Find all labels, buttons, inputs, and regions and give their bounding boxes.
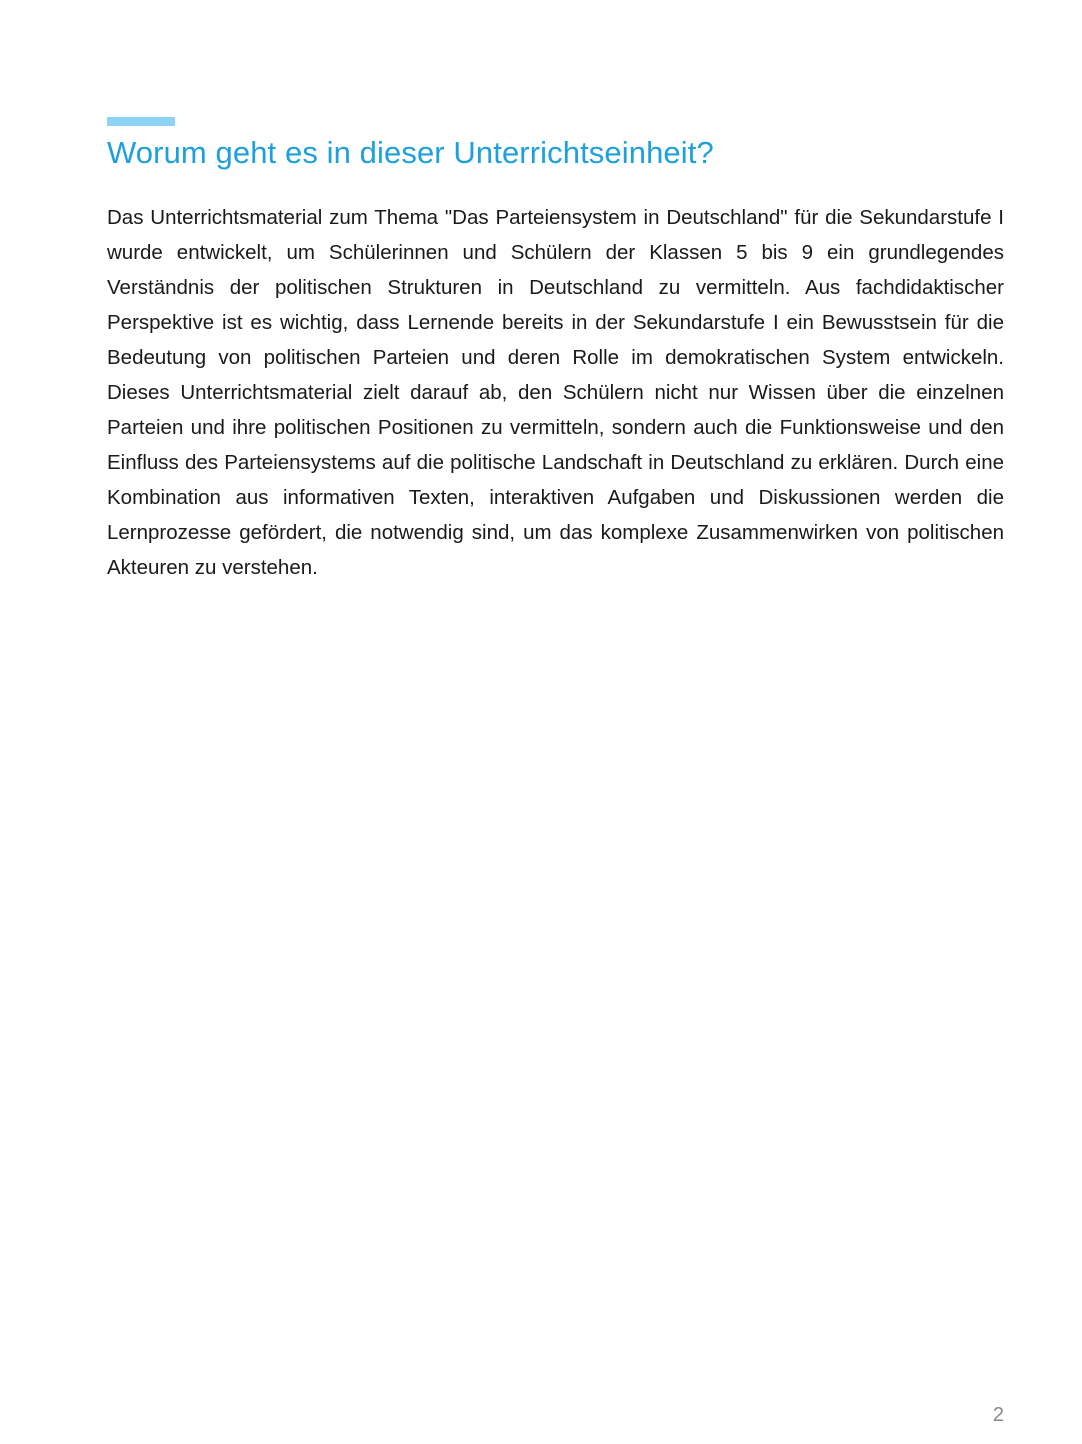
body-paragraph: Das Unterrichtsmaterial zum Thema "Das Parteiensystem in Deutschland" für die Sekundarstufe I wurde entwickelt, um Schülerinnen und Schülern der Klassen 5 bis 9 ein grundlegendes Verständnis der politischen Strukturen in Deutschland zu vermitteln. Aus fachdidaktischer Perspektive ist es wichtig, dass Lernende bereits in der Sekundarstufe I ein Bewusstsein für die Bedeutung von politischen Parteien und deren Rolle im demokratischen System entwickeln. Dieses Unterrichtsmaterial zielt darauf ab, den Schülern nicht nur Wissen über die einzelnen Parteien und ihre politischen Positionen zu vermitteln, sondern auch die Funktionsweise und den Einfluss des Parteiensystems auf die politische Landschaft in Deutschland zu erklären. Durch eine Kombination aus informativen Texten, interaktiven Aufgaben und Diskussionen werden die Lernprozesse gefördert, die notwendig sind, um das komplexe Zusammenwirken von politischen Akteuren zu verstehen. [107, 206, 1004, 579]
section-heading: Worum geht es in dieser Unterrichtseinheit? [107, 135, 714, 170]
heading-accent-bar [107, 117, 175, 126]
page-number: 2 [992, 1404, 1004, 1426]
